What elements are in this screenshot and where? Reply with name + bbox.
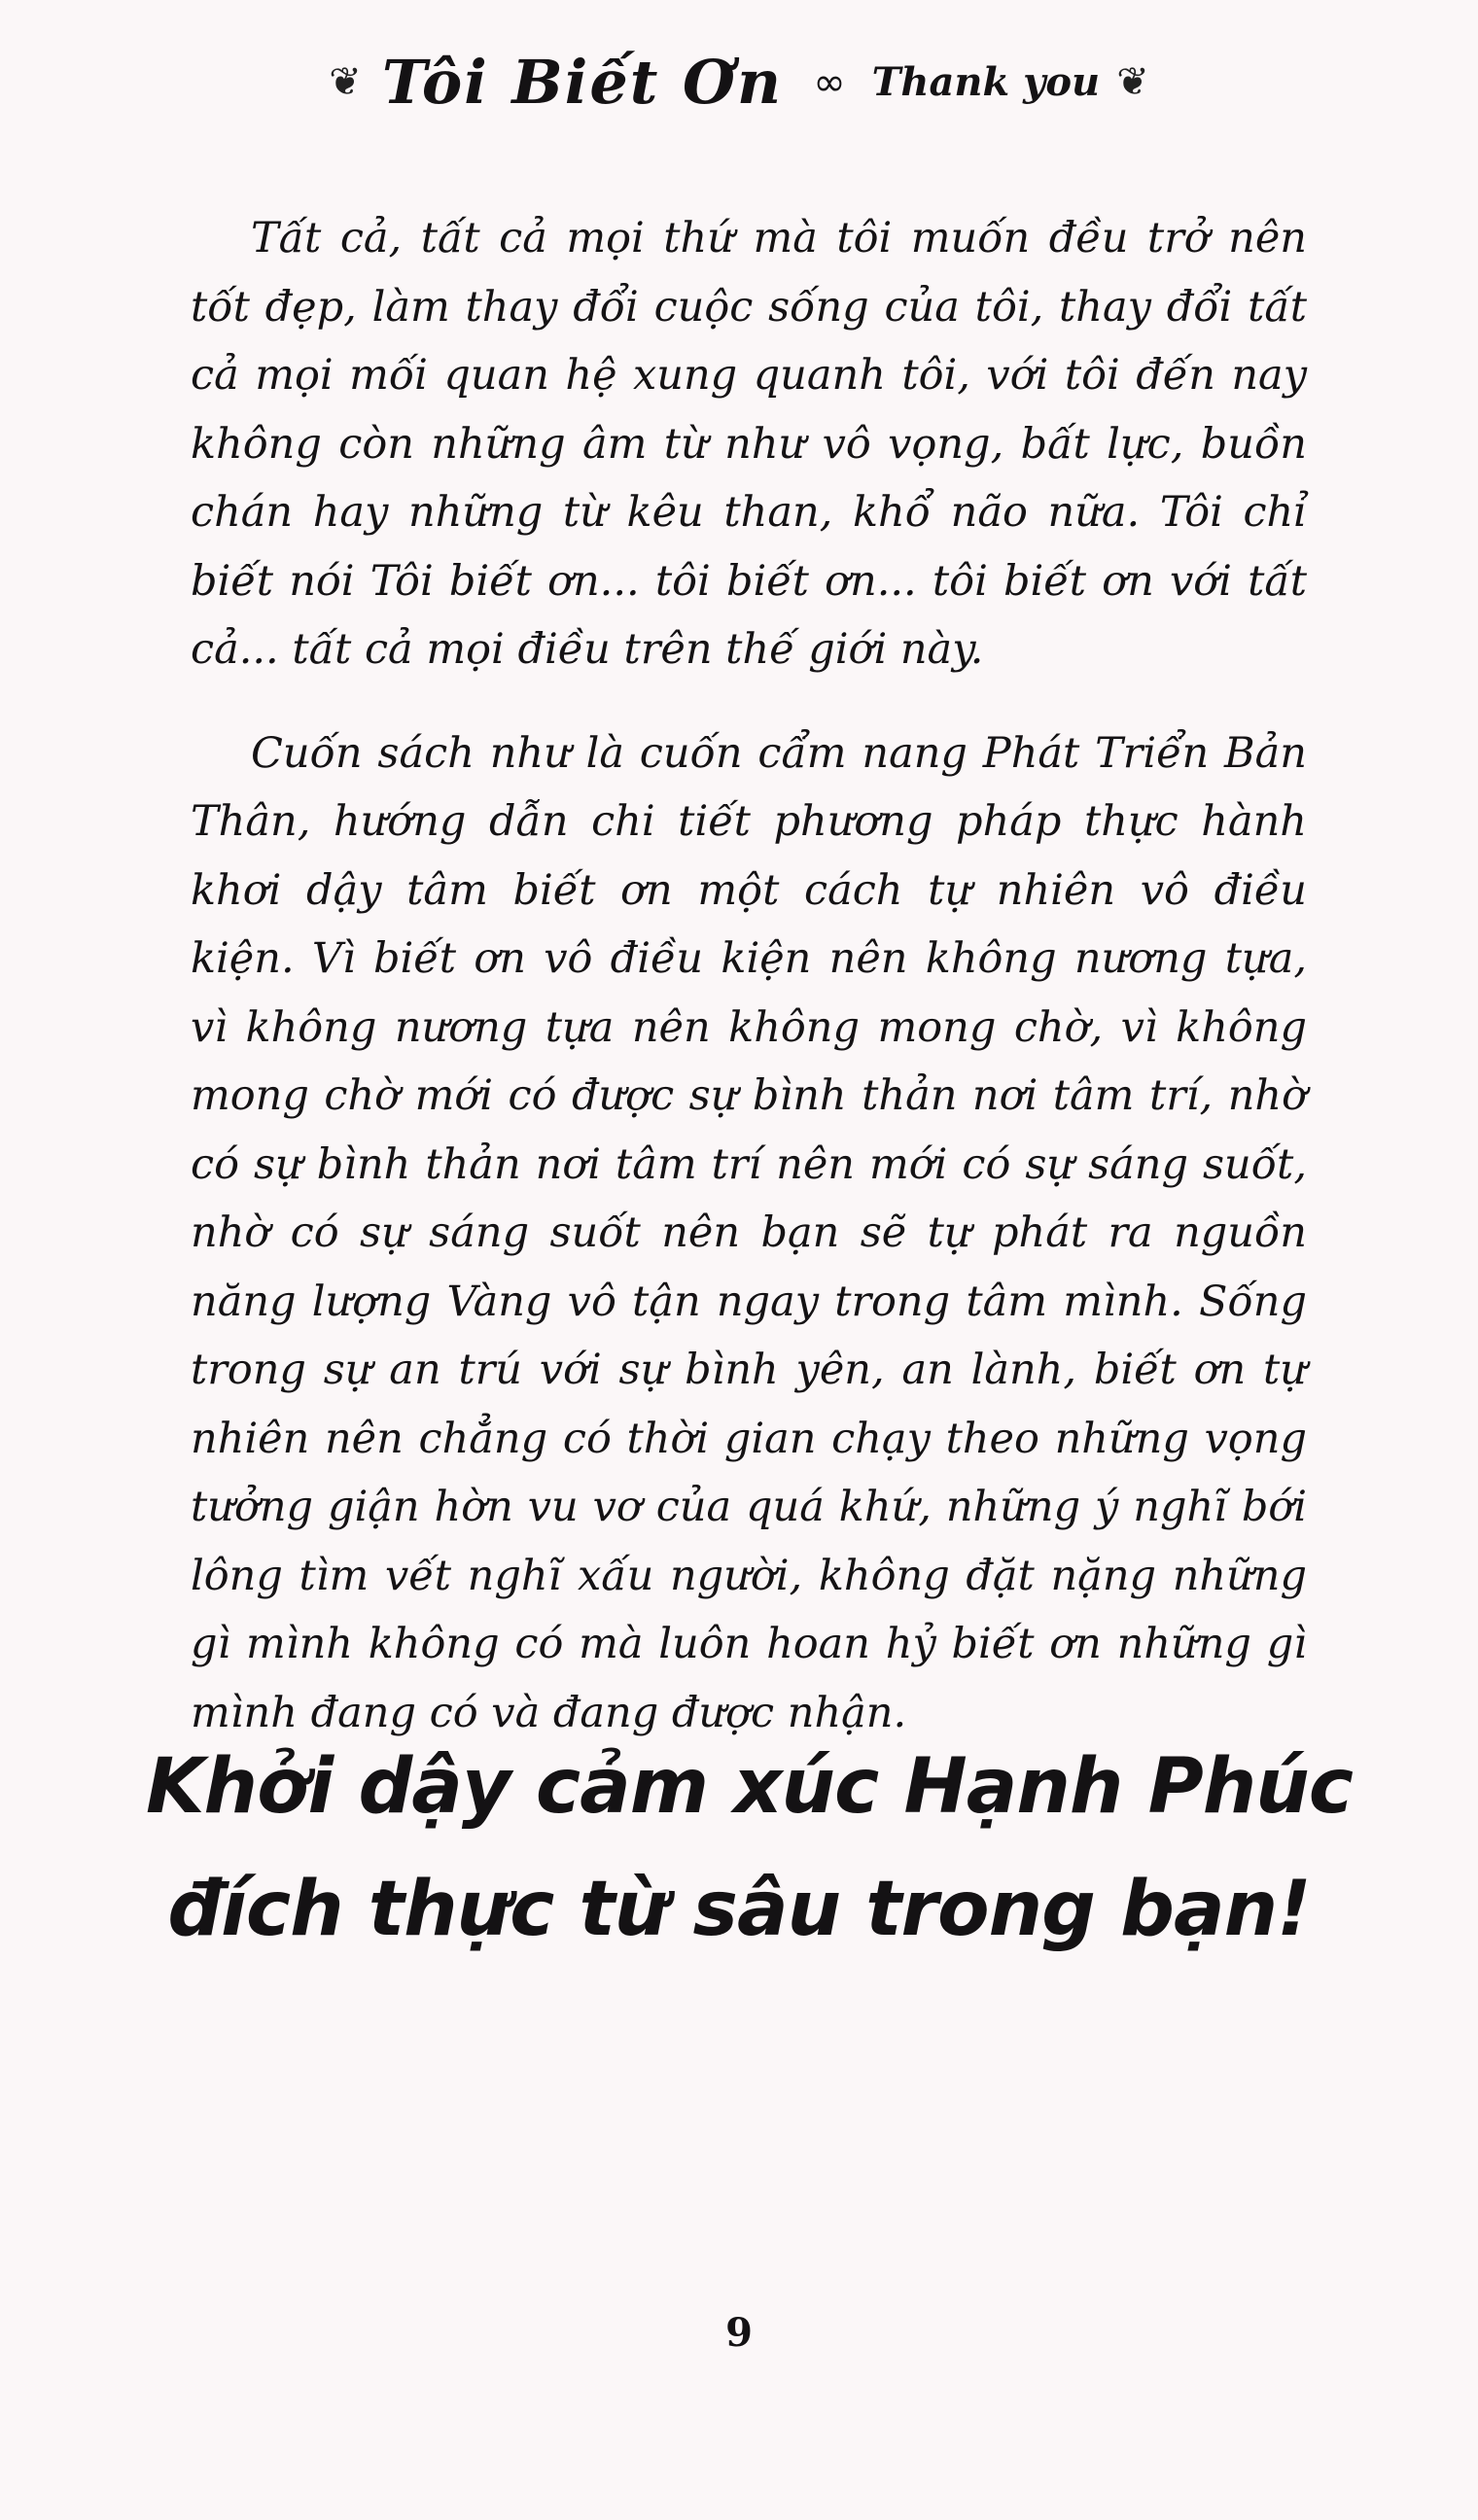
body-text [191, 204, 1307, 1782]
book-title: Tôi Biết Ơn [381, 47, 784, 118]
slogan [146, 1726, 1354, 1971]
infinity-icon: ∞ [813, 59, 846, 105]
slogan-line-1: Khởi dậy cảm xúc Hạnh Phúc [146, 1743, 1354, 1831]
slogan-line-2: đích thực từ sâu trong bạn! [167, 1866, 1311, 1953]
thank-you-logo: Thank you [871, 59, 1101, 105]
page-number: 9 [725, 2310, 753, 2356]
leaf-ornament-icon: ❦ [329, 59, 362, 105]
leaf-ornament-icon: ❦ [1116, 59, 1149, 105]
paragraph-1: Tất cả, tất cả mọi thứ mà tôi muốn đều trở nên tốt đẹp, làm thay đổi cuộc sống của tôi, thay đổi tất cả mọi mối quan hệ xung quanh tôi, với tôi đến nay không còn những âm từ như vô vọng, bất lực, buồn chán hay những từ kêu than, khổ não nữa. Tôi chỉ biết nói Tôi biết ơn... tôi biết ơn... tôi biết ơn với tất cả... tất cả mọi điều trên thế giới này. [191, 214, 1307, 674]
paragraph-2: Cuốn sách như là cuốn cẩm nang Phát Triển Bản Thân, hướng dẫn chi tiết phương pháp thực hành khơi dậy tâm biết ơn một cách tự nhiên vô điều kiện. Vì biết ơn vô điều kiện nên không nương tựa, vì không nương tựa nên không mong chờ, vì không mong chờ mới có được sự bình thản nơi tâm trí, nhờ có sự bình thản nơi tâm trí nên mới có sự sáng suốt, nhờ có sự sáng suốt nên bạn sẽ tự phát ra nguồn năng lượng Vàng vô tận ngay trong tâm mình. Sống trong sự an trú với sự bình yên, an lành, biết ơn tự nhiên nên chẳng có thời gian chạy theo những vọng tưởng giận hờn vu vơ của quá khứ, những ý nghĩ bới lông tìm vết nghĩ xấu người, không đặt nặng những gì mình không có mà luôn hoan hỷ biết ơn những gì mình đang có và đang được nhận. [191, 728, 1307, 1737]
running-header [0, 47, 1478, 118]
